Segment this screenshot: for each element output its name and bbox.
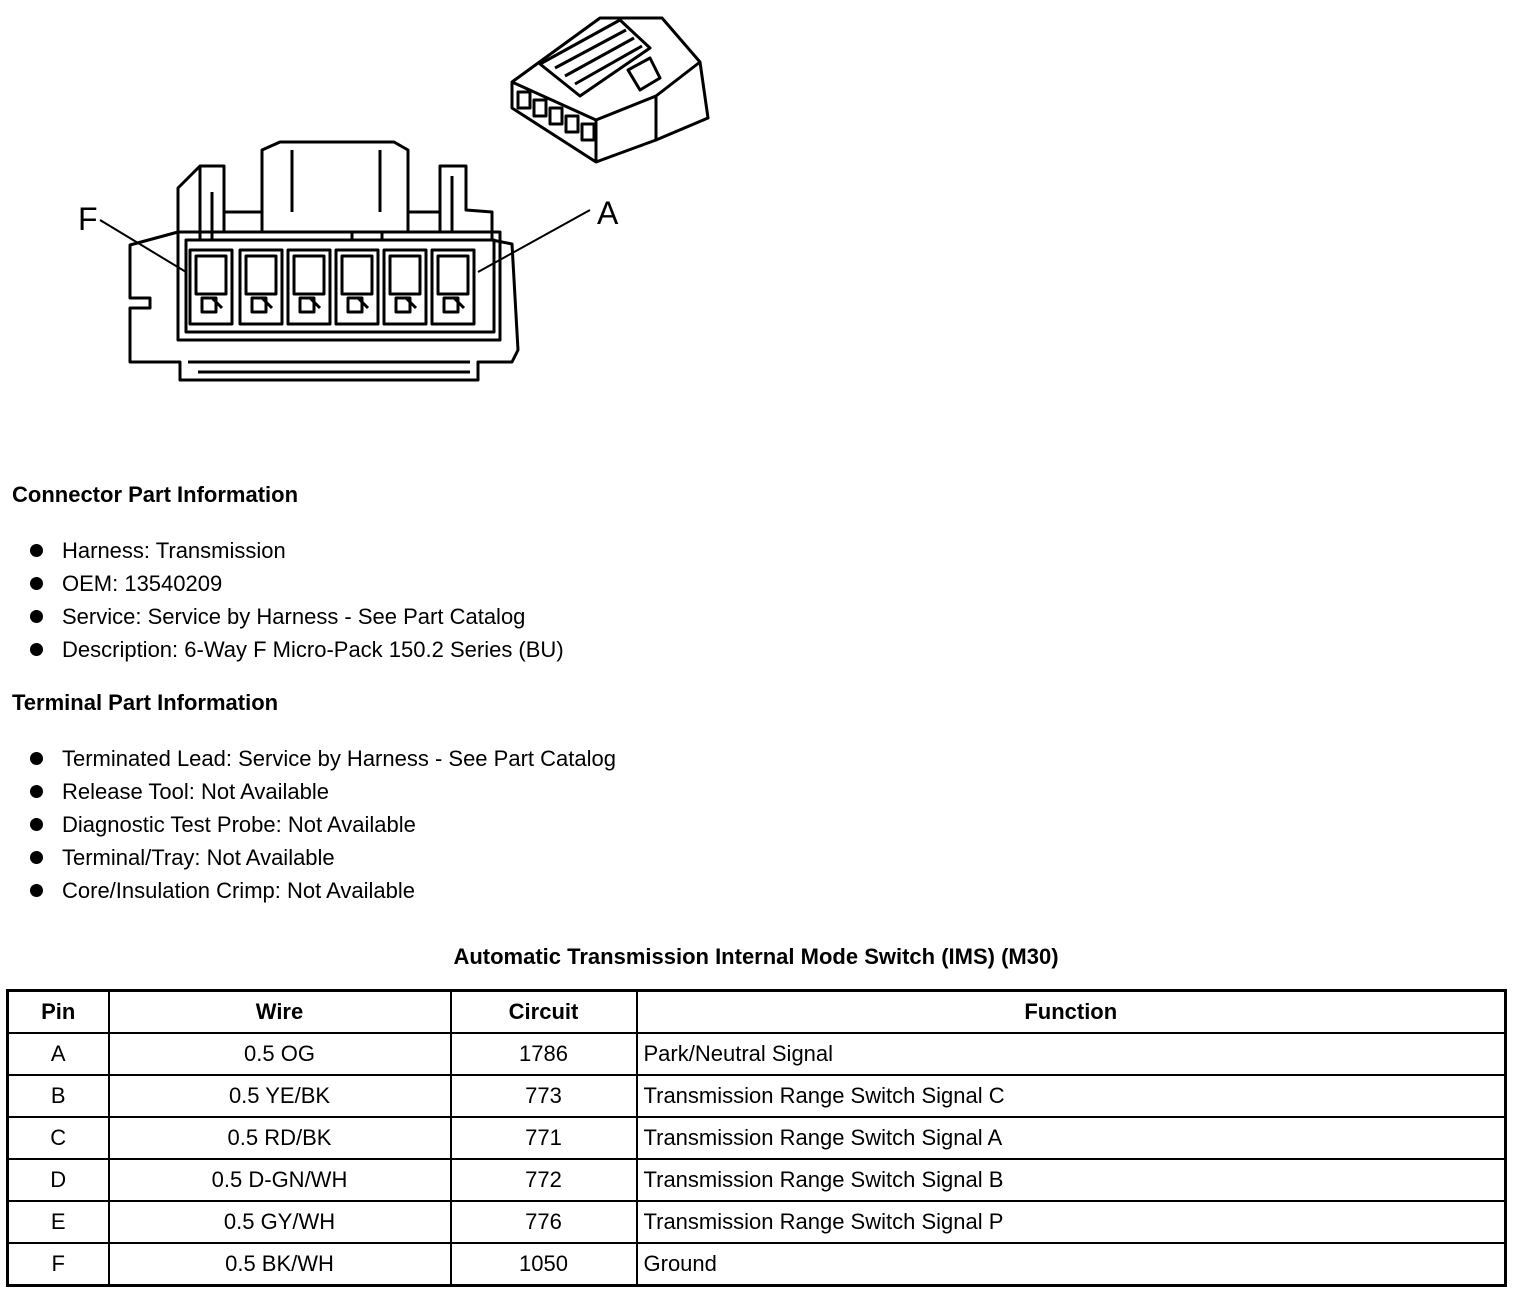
pin-table-title: Automatic Transmission Internal Mode Switch (IMS) (M30): [453, 944, 1059, 969]
bullet-icon: [30, 643, 43, 656]
table-row: [8, 1201, 1506, 1243]
cell-function: Transmission Range Switch Signal B: [637, 1159, 1506, 1201]
bullet-icon: [30, 785, 43, 798]
list-item: Core/Insulation Crimp: Not Available: [0, 874, 616, 907]
bullet-icon: [30, 577, 43, 590]
connector-face-view: [100, 142, 590, 380]
cell-function: Transmission Range Switch Signal A: [637, 1117, 1506, 1159]
bullet-icon: [30, 884, 43, 897]
list-item: Harness: Transmission: [0, 534, 564, 567]
bullet-icon: [30, 610, 43, 623]
table-row: [8, 1117, 1506, 1159]
bullet-icon: [30, 818, 43, 831]
bullet-icon: [30, 752, 43, 765]
cell-pin: E: [8, 1201, 109, 1243]
list-item: Terminal/Tray: Not Available: [0, 841, 616, 874]
cell-wire: 0.5 GY/WH: [109, 1201, 451, 1243]
connector-perspective-view: [512, 18, 708, 162]
callout-a: A: [597, 195, 619, 231]
cell-wire: 0.5 BK/WH: [109, 1243, 451, 1286]
connector-info-title: Connector Part Information: [12, 482, 299, 507]
cell-circuit: 776: [451, 1201, 637, 1243]
cell-function: Transmission Range Switch Signal P: [637, 1201, 1506, 1243]
cell-circuit: 772: [451, 1159, 637, 1201]
cell-pin: F: [8, 1243, 109, 1286]
table-row: [8, 1243, 1506, 1286]
cell-wire: 0.5 YE/BK: [109, 1075, 451, 1117]
terminal-info-title: Terminal Part Information: [12, 690, 279, 715]
table-row: [8, 1159, 1506, 1201]
list-item: Service: Service by Harness - See Part Catalog: [0, 600, 564, 633]
cell-function: Transmission Range Switch Signal C: [637, 1075, 1506, 1117]
cell-pin: A: [8, 1033, 109, 1075]
cell-function: Park/Neutral Signal: [637, 1033, 1506, 1075]
connector-diagram: [0, 0, 760, 440]
list-item: Terminated Lead: Service by Harness - See Part Catalog: [0, 742, 616, 775]
list-item: Release Tool: Not Available: [0, 775, 616, 808]
cell-wire: 0.5 OG: [109, 1033, 451, 1075]
connector-info-list: [0, 534, 564, 666]
table-header-row: [8, 991, 1506, 1034]
bullet-icon: [30, 544, 43, 557]
table-row: [8, 1075, 1506, 1117]
terminal-info-list: [0, 742, 616, 907]
header-circuit: Circuit: [451, 991, 637, 1034]
list-item: Diagnostic Test Probe: Not Available: [0, 808, 616, 841]
header-function: Function: [637, 991, 1506, 1034]
list-item: OEM: 13540209: [0, 567, 564, 600]
callout-f: F: [78, 201, 98, 237]
cell-circuit: 1786: [451, 1033, 637, 1075]
pin-table: [6, 989, 1507, 1287]
cell-function: Ground: [637, 1243, 1506, 1286]
cell-circuit: 771: [451, 1117, 637, 1159]
list-item: Description: 6-Way F Micro-Pack 150.2 Series (BU): [0, 633, 564, 666]
cell-wire: 0.5 RD/BK: [109, 1117, 451, 1159]
cell-wire: 0.5 D-GN/WH: [109, 1159, 451, 1201]
cell-circuit: 1050: [451, 1243, 637, 1286]
table-row: [8, 1033, 1506, 1075]
header-pin: Pin: [8, 991, 109, 1034]
cell-pin: C: [8, 1117, 109, 1159]
cell-pin: D: [8, 1159, 109, 1201]
header-wire: Wire: [109, 991, 451, 1034]
bullet-icon: [30, 851, 43, 864]
cell-circuit: 773: [451, 1075, 637, 1117]
cell-pin: B: [8, 1075, 109, 1117]
